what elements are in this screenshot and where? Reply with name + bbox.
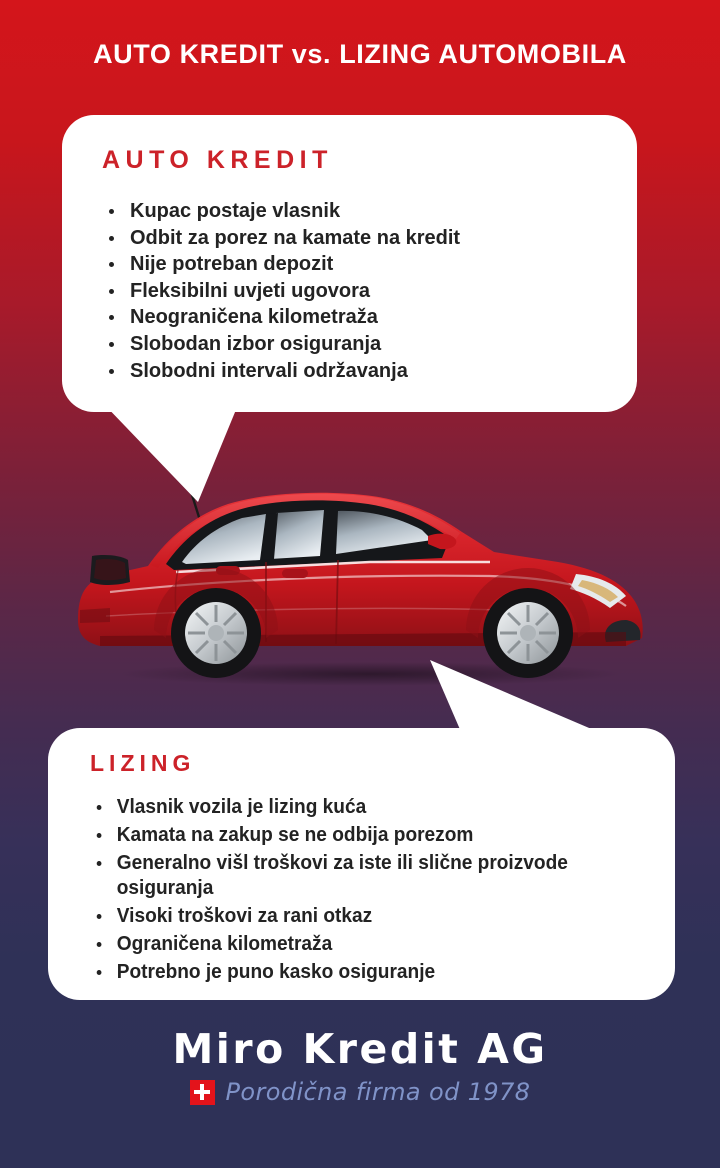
list-item: Neograničena kilometraža: [102, 305, 637, 331]
footer-branding: [0, 1008, 720, 1168]
list-item: Fleksibilni uvjeti ugovora: [102, 279, 637, 305]
list-item: Generalno višl troškovi za iste ili slične proizvode osiguranja: [90, 851, 625, 901]
drawback-list-lizing: [90, 795, 675, 985]
list-item: Odbit za porez na kamate na kredit: [102, 226, 637, 252]
list-item: Ograničena kilometraža: [90, 932, 625, 957]
card-auto-kredit: [62, 115, 637, 412]
list-item: Kamata na zakup se ne odbija porezom: [90, 823, 625, 848]
list-item: Vlasnik vozila je lizing kuća: [90, 795, 625, 820]
list-item: Slobodan izbor osiguranja: [102, 332, 637, 358]
tagline-row: [190, 1078, 531, 1106]
list-item: Slobodni intervali održavanja: [102, 359, 637, 385]
speech-tail-top: [100, 400, 290, 505]
card-title-auto-kredit: AUTO KREDIT: [102, 146, 333, 174]
list-item: Kupac postaje vlasnik: [102, 199, 637, 225]
company-logo-text: Miro Kredit AG: [172, 1025, 548, 1073]
header: [0, 0, 720, 108]
page-title: AUTO KREDIT vs. LIZING AUTOMOBILA: [93, 38, 627, 69]
benefit-list-auto-kredit: [102, 199, 637, 384]
card-title-lizing: LIZING: [90, 750, 196, 776]
card-lizing: [48, 728, 675, 1000]
swiss-flag-icon: [190, 1080, 215, 1105]
list-item: Nije potreban depozit: [102, 252, 637, 278]
list-item: Potrebno je puno kasko osiguranje: [90, 960, 625, 985]
company-tagline: Porodična firma od 1978: [225, 1078, 531, 1107]
list-item: Visoki troškovi za rani otkaz: [90, 904, 625, 929]
